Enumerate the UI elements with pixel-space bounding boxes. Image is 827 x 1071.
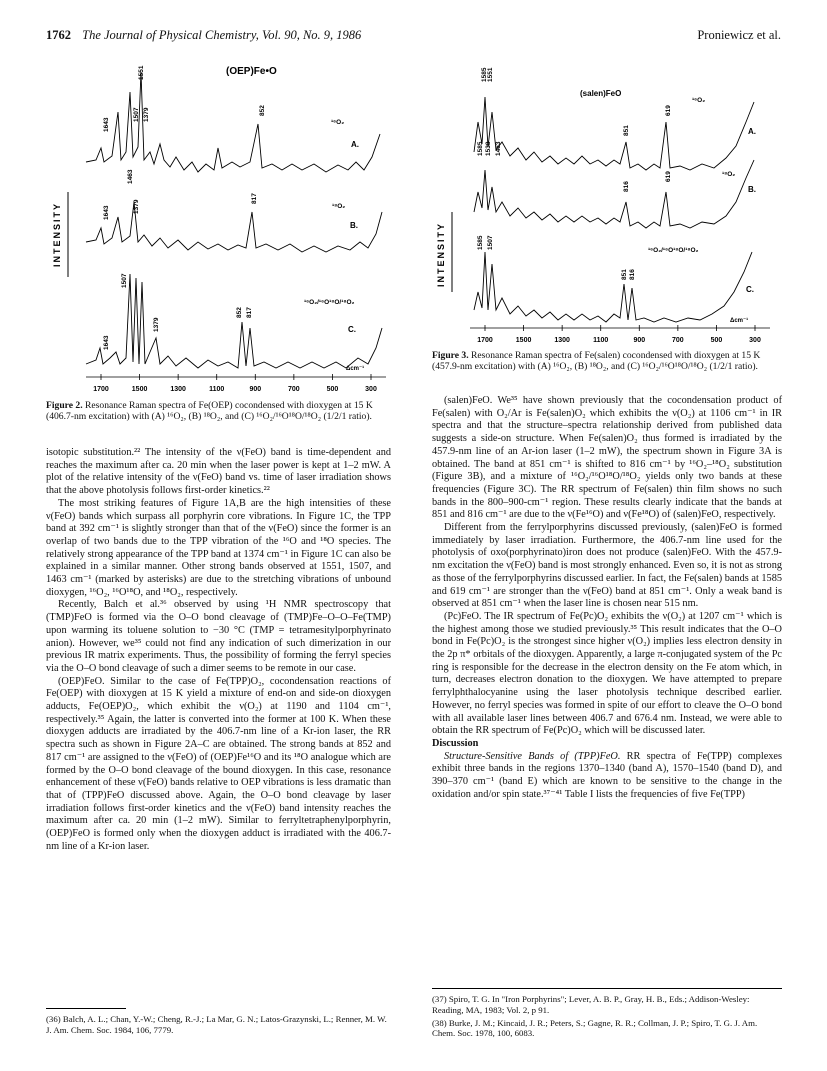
- fig2-tick-label: 900: [249, 386, 262, 393]
- fig3-c-iso: ¹⁶O₂/¹⁶O¹⁸O/¹⁸O₂: [648, 247, 699, 254]
- fig3-c-peak-1: 1585: [477, 235, 484, 250]
- footnotes-right: [432, 994, 782, 1041]
- fig2-tick-label: 1500: [131, 386, 148, 393]
- fig3-a-peak-3: 851: [623, 125, 630, 136]
- footnote-37: (37) Spiro, T. G. In "Iron Porphyrins"; Lever, A. B. P., Gray, H. B., Eds.; Addison-Wesley: Reading, MA, 1983; Vol. 2, p 91.: [432, 994, 750, 1015]
- fig3-a-peak-2: 1551: [487, 67, 494, 82]
- figure-3-caption: [432, 350, 782, 373]
- fig3-tick-label: 1700: [477, 337, 493, 344]
- right-paragraph-1: (salen)FeO. We³⁵ have shown previously that the cocondensation product of Fe(salen) with O₂/Ar is Fe(salen)O₂ which exhibits the ν(O₂) at 1106 cm⁻¹ in IR spectra and that the structure–spectra relationship derived from published data suggests a side-on structure. When Fe(salen)O₂ thus formed is irradiated by the 457.9-nm line of an Ar-ion laser (1–2 mW), the spectrum shown in Figure 3A is obtained. The band at 851 cm⁻¹ is shifted to 816 cm⁻¹ by ¹⁶O₂–¹⁸O₂ substitution (Figure 3B), and a mixture of ¹⁶O₂/¹⁶O¹⁸O/¹⁸O₂ yields only two bands at these frequencies (Figure 3C). The RR spectrum of Fe(salen) thin film shows no such bands in the 800–900-cm⁻¹ region. These results clearly indicate that the bands at 851 and 816 cm⁻¹ are due to the ν(Fe¹⁶O) and ν(Fe¹⁸O) of (salen)FeO, respectively.: [432, 395, 782, 521]
- fig2-ylabel: INTENSITY: [52, 201, 62, 267]
- fig3-tick-label: 700: [672, 337, 684, 344]
- fig3-tick-label: 1500: [515, 337, 532, 344]
- fig2-tick-label: 1700: [93, 386, 109, 393]
- fig2-title: (OEP)Fe•O: [226, 66, 277, 77]
- fig3-c-label: C.: [746, 285, 754, 294]
- fig2-tick-label: 300: [365, 386, 377, 393]
- fig3-tick-label: 1300: [554, 337, 570, 344]
- discussion-text: RR spectra of Fe(TPP) complexes exhibit three bands in the regions 1370–1340 (band A), 1570–1540 (band D), and 390–370 cm⁻¹ (band E) which are known to be sensitive to the change in the oxidation and/or spin state.³⁷⁻⁴¹ Table I lists the frequencies of five Fe(TPP): [432, 750, 782, 800]
- fig3-tick-label: 900: [633, 337, 646, 344]
- discussion-paragraph: [432, 751, 782, 802]
- fig3-b-peak-1: 1585: [477, 141, 484, 156]
- fig3-title: (salen)FeO: [580, 89, 622, 98]
- fig3-a-iso: ¹⁶O₂: [692, 97, 706, 104]
- fig2-spectrum-c: [86, 274, 382, 368]
- fig2-c-peak-1: 1507: [121, 273, 128, 288]
- fig3-c-peak-2: 1507: [487, 235, 494, 250]
- fig2-tick-label: 700: [288, 386, 300, 393]
- fig3-c-peak-4: 816: [629, 269, 636, 280]
- right-paragraph-2: Different from the ferrylporphyrins discussed previously, (salen)FeO is formed immediately by laser irradiation. Furthermore, the 406.7-nm line used for the photolysis of oxo(porphyrinato)iron does not produce (salen)FeO. With the 457.9-nm excitation the ν(FeO) band is most strongly enhanced. Even so, it is not as strong as those of the ferrylporphyrins discussed earlier. In fact, the Fe(salen) bands at 1585 and 619 cm⁻¹ are stronger than the ν(FeO) band at 851 cm⁻¹. Only a weak band is observed at 851 cm⁻¹ when the laser line is chosen near 515 nm.: [432, 522, 782, 610]
- fig2-c-label: C.: [348, 325, 356, 334]
- fig3-tick-label: 500: [710, 337, 723, 344]
- right-paragraph-3: (Pc)FeO. The IR spectrum of Fe(Pc)O₂ exhibits the ν(O₂) at 1207 cm⁻¹ which is the highest among those we studied previously.³⁵ This result indicates that the O–O bond in Fe(Pc)O₂ is the strongest since higher ν(O₂) implies less electron density in the 2p π* orbitals of the dioxygen. Apparently, a large π-conjugated system of the Pc ring is responsible for the decrease in the electron density on the Fe atom which, in turn, decreases electron donation to the dioxygen. We have attempted to prepare ferrylphthalocyanine using the laser photolysis technique described earlier. However, no ferryl species was formed in spite of our effort to cleave the O–O bond with all available laser lines between 406.7 and 676.4 nm. Instead, we were able to obtain the RR spectrum of Fe(Pc)O₂ which will be discussed later.: [432, 610, 782, 737]
- fig2-c-iso: ¹⁶O₂/¹⁶O¹⁸O/¹⁸O₂: [304, 299, 355, 306]
- fig3-spectrum-b: [474, 160, 754, 228]
- fig2-tick-label: 500: [326, 386, 339, 393]
- page-number: 1762: [46, 28, 71, 42]
- fig3-c-peak-3: 851: [621, 269, 628, 280]
- left-paragraph-2: The most striking features of Figure 1A,B are the high intensities of these ν(FeO) bands which surpass all porphyrin core vibrations. In Figure 1C, the TPP band at 392 cm⁻¹ is slightly stronger than that of the ν(FeO) since the former is an overlap of two bands due to the TPP vibration of the ¹⁶O and ¹⁸O species. The relatively strong appearance of the TPP band at 1374 cm⁻¹ in Figure 1C can also be explained in a similar manner. Other strong bands observed at 1551, 1507, and 1463 cm⁻¹ (marked by asterisks) are due to the stretching vibrations of unbound dioxygen, ¹⁶O₂, ¹⁶O¹⁸O, and ¹⁸O₂, respectively.: [46, 497, 391, 598]
- fig3-b-peak-2: 1538: [485, 141, 492, 156]
- fig2-b-label: B.: [350, 221, 358, 230]
- fig3-a-peak-4: 619: [665, 105, 672, 116]
- footnote-36: (36) Balch, A. L.; Chan, Y.-W.; Cheng, R.-J.; La Mar, G. N.; Latos-Grazynski, L.; Renner, M. W. J. Am. Chem. Soc. 1984, 106, 7779.: [46, 1014, 387, 1035]
- fig3-spectrum-a: [474, 97, 754, 170]
- fig2-b-peak-3: 817: [251, 193, 258, 204]
- running-authors: Proniewicz et al.: [697, 28, 781, 42]
- fig3-b-peak-3: 1463: [495, 141, 502, 156]
- fig2-caption-text: Resonance Raman spectra of Fe(OEP) cocondensed with dioxygen at 15 K (406.7-nm excitation) with (A) ¹⁶O₂, (B) ¹⁸O₂, and (C) ¹⁶O₂/¹⁶O¹⁸O/¹⁸O₂ (1/2/1 ratio).: [46, 400, 373, 423]
- right-column-body: [432, 395, 782, 802]
- fig3-b-peak-5: 619: [665, 171, 672, 182]
- fig3-a-peak-1: 1585: [481, 67, 488, 82]
- left-column-body: [46, 447, 391, 854]
- fig3-xunit: Δcm⁻¹: [730, 318, 749, 324]
- figure-2-spectra: [46, 52, 391, 397]
- fig2-c-peak-4: 852: [236, 307, 243, 318]
- left-paragraph-4: (OEP)FeO. Similar to the case of Fe(TPP)O₂, cocondensation reactions of Fe(OEP) with dioxygen at 15 K yield a mixture of end-on and side-on dioxygen adducts, Fe(OEP)O₂, which exhibit the ν(O₂) at 1190 and 1104 cm⁻¹, respectively.³⁵ Again, the latter is converted into the former at 100 K. When these dioxygen adducts are irradiated by the 406.7-nm line of a Kr-ion laser, the RR spectra such as shown in Figure 2A–C are obtained. The strong bands at 852 and 817 cm⁻¹ are assigned to the ν(FeO) of (OEP)Fe¹⁶O and its ¹⁸O analogue which are formed by the O–O bond cleavage of the bound dioxygen. In this case, resonance enhancement of these ν(FeO) bands relative to OEP vibrations is less dramatic than that of (TPP)FeO discussed above. Again, the O–O bond cleavage by laser irradiation follows first-order kinetics and the ν(FeO) band intensity reaches the maximum after ca. 20 min (1–2 mW). Similar to ferryltetraphenylporphyrin, (OEP)FeO is formed only when the dioxygen adduct is irradiated with the 406.7-nm line of a Kr-ion laser.: [46, 675, 391, 852]
- fig3-tick-label: 300: [749, 337, 761, 344]
- footnote-rule-left: [46, 1008, 126, 1009]
- fig2-a-iso: ¹⁶O₂: [331, 119, 345, 126]
- discussion-subheading: Structure-Sensitive Bands of (TPP)FeO.: [444, 750, 621, 762]
- fig2-tick-label: 1300: [170, 386, 186, 393]
- fig2-a-peak-4: 1463: [127, 169, 134, 184]
- fig2-c-peak-5: 817: [246, 307, 253, 318]
- discussion-heading: Discussion: [432, 737, 479, 749]
- fig2-b-peak-1: 1643: [103, 205, 110, 220]
- fig3-b-iso: ¹⁸O₂: [722, 171, 736, 178]
- fig2-caption-label: Figure 2.: [46, 400, 83, 411]
- figure-2-caption: [46, 400, 391, 423]
- left-paragraph-1: isotopic substitution.²² The intensity of the ν(FeO) band is time-dependent and reaches the maximum after ca. 20 min when the laser power is kept at 1–2 mW. A plot of the relative intensity of the ν(FeO) band vs. time of laser irradiation shows that the above photolysis follows first-order kinetics.²²: [46, 447, 391, 497]
- fig3-ylabel: INTENSITY: [436, 221, 446, 287]
- footnote-rule-right: [432, 988, 782, 989]
- figure-3-spectra: [430, 52, 780, 362]
- fig2-a-peak-6: 852: [259, 105, 266, 116]
- fig3-caption-text: Resonance Raman spectra of Fe(salen) cocondensed with dioxygen at 15 K (457.9-nm excitation) with (A) ¹⁶O₂, (B) ¹⁸O₂, and (C) ¹⁶O₂/¹⁶O¹⁸O/¹⁸O₂ (1/2/1 ratio).: [432, 350, 761, 373]
- fig2-c-peak-2: 1643: [103, 335, 110, 350]
- fig2-a-peak-1: 1551: [138, 65, 145, 80]
- fig2-b-iso: ¹⁸O₂: [332, 203, 346, 210]
- fig2-a-peak-2: 1643: [103, 117, 110, 132]
- fig3-b-peak-4: 816: [623, 181, 630, 192]
- fig2-tick-label: 1100: [209, 386, 225, 393]
- fig2-xunit: Δcm⁻¹: [346, 366, 365, 372]
- journal-title: The Journal of Physical Chemistry, Vol. 90, No. 9, 1986: [82, 28, 362, 42]
- fig2-a-peak-5: 1379: [143, 107, 150, 122]
- fig3-spectrum-c: [474, 252, 752, 322]
- fig3-a-label: A.: [748, 127, 756, 136]
- fig3-b-label: B.: [748, 185, 756, 194]
- left-paragraph-3: Recently, Balch et al.³⁶ observed by using ¹H NMR spectroscopy that (TMP)FeO is formed via the O–O bond cleavage of (TMP)Fe–O–O–Fe(TMP) upon warming its toluene solution to −30 °C (TMP = tetramesitylporphyrinato anion). However, we³⁵ could not find any indication of such dimerization in our previous IR matrix experiments. Thus, the possibility of forming the ferryl species via the O–O bond cleavage of such a dimer seems to be remote in our case.: [46, 599, 391, 674]
- fig2-a-peak-3: 1507: [133, 107, 140, 122]
- fig2-b-peak-2: 1379: [133, 199, 140, 214]
- fig2-a-label: A.: [351, 140, 359, 149]
- fig3-tick-label: 1100: [593, 337, 609, 344]
- fig3-caption-label: Figure 3.: [432, 350, 469, 361]
- fig2-c-peak-3: 1379: [153, 317, 160, 332]
- footnote-38: (38) Burke, J. M.; Kincaid, J. R.; Peters, S.; Gagne, R. R.; Collman, J. P.; Spiro, T. G. J. Am. Chem. Soc. 1978, 100, 6083.: [432, 1017, 758, 1039]
- running-header: [46, 28, 781, 48]
- footnotes-left: [46, 1014, 391, 1038]
